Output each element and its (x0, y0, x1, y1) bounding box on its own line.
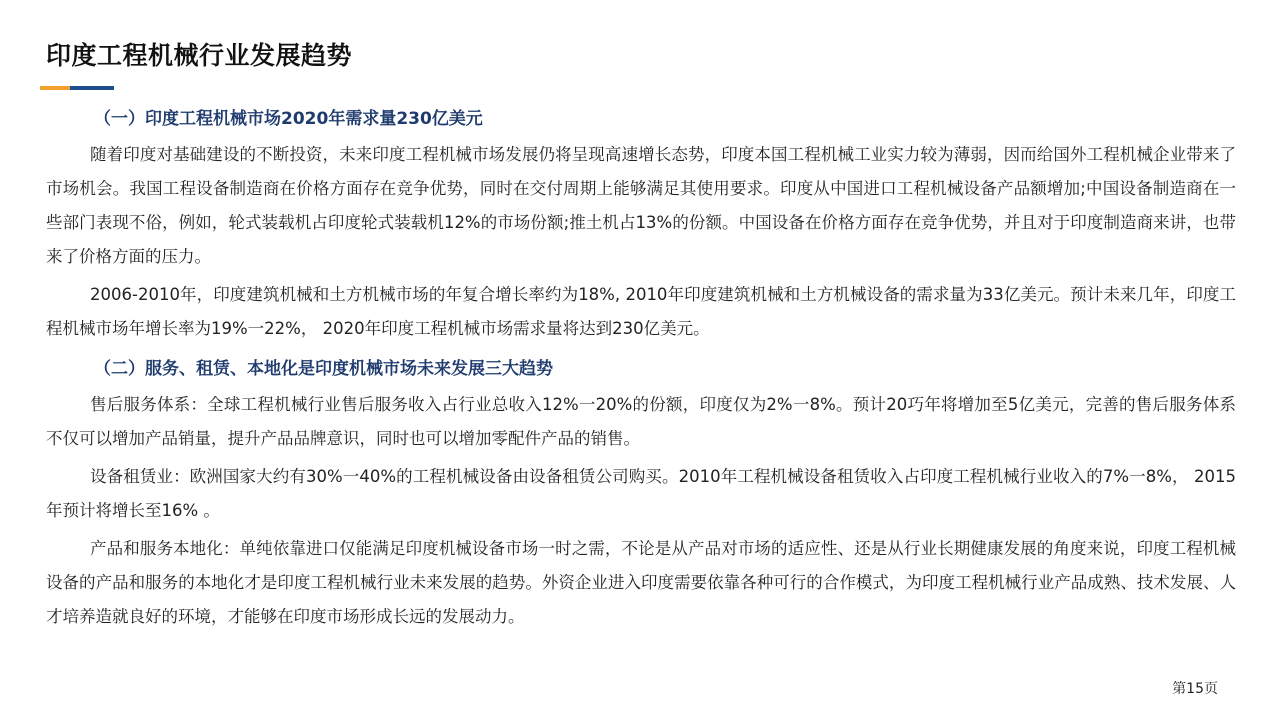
page-title: 印度工程机械行业发展趋势 (46, 41, 353, 70)
paragraph: 随着印度对基础建设的不断投资，未来印度工程机械市场发展仍将呈现高速增长态势，印度本国工程机械工业实力较为薄弱，因而给国外工程机械企业带来了市场机会。我国工程设备制造商在价格方面存在竞争优势，同时在交付周期上能够满足其使用要求。印度从中国进口工程机械设备产品额增加;中国设备制造商在一些部门表现不俗，例如，轮式装载机占印度轮式装载机12%的市场份额;推土机占13%的份额。中国设备在价格方面存在竞争优势，并且对于印度制造商来讲，也带来了价格方面的压力。 (46, 145, 1236, 266)
page-number: 第15页 (1172, 681, 1218, 697)
paragraph: 设备租赁业：欧洲国家大约有30%一40%的工程机械设备由设备租赁公司购买。2010年工程机械设备租赁收入占印度工程机械行业收入的7%一8%， 2015年预计将增长至16% 。 (46, 467, 1236, 520)
section (46, 104, 1236, 346)
accent-segment-blue (70, 86, 114, 90)
document-body (46, 104, 1236, 634)
paragraph: 售后服务体系：全球工程机械行业售后服务收入占行业总收入12%一20%的份额，印度仅为2%一8%。预计20巧年将增加至5亿美元，完善的售后服务体系不仅可以增加产品销量，提升产品品牌意识，同时也可以增加零配件产品的销售。 (46, 395, 1236, 448)
section (46, 354, 1236, 634)
section-heading: （一）印度工程机械市场2020年需求量230亿美元 (94, 109, 483, 129)
paragraph: 产品和服务本地化：单纯依靠进口仅能满足印度机械设备市场一时之需，不论是从产品对市场的适应性、还是从行业长期健康发展的角度来说，印度工程机械设备的产品和服务的本地化才是印度工程机械行业未来发展的趋势。外资企业进入印度需要依靠各种可行的合作模式，为印度工程机械行业产品成熟、技术发展、人才培养造就良好的环境，才能够在印度市场形成长远的发展动力。 (46, 539, 1236, 626)
paragraph: 2006-2010年，印度建筑机械和土方机械市场的年复合增长率约为18%, 2010年印度建筑机械和土方机械设备的需求量为33亿美元。预计未来几年，印度工程机械市场年增长率为19%一22%， 2020年印度工程机械市场需求量将达到230亿美元。 (46, 285, 1236, 338)
accent-segment-orange (40, 86, 70, 90)
section-heading: （二）服务、租赁、本地化是印度机械市场未来发展三大趋势 (94, 359, 553, 379)
